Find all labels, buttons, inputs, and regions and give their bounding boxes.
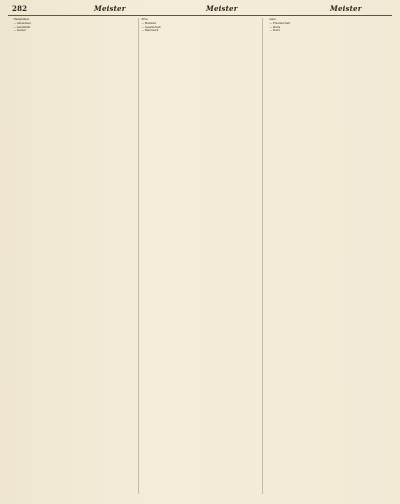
paragraph: — Gesellschaft (141, 25, 161, 29)
paragraph: — Albendlied (13, 21, 31, 25)
running-head-middle: Meister (206, 4, 238, 13)
header-rule (8, 15, 392, 16)
running-head-right: Meister (330, 4, 362, 13)
text-columns (12, 18, 390, 498)
paragraph: — Handwerk (141, 29, 159, 33)
paragraph: — Stuhl (269, 29, 280, 33)
paragraph: — Seiden (13, 29, 26, 33)
column-left (12, 18, 134, 498)
paragraph: — Pfeife (269, 25, 281, 29)
paragraph: kann (269, 18, 276, 21)
paragraph: — Mahlzeit (141, 21, 157, 25)
column-middle (140, 18, 262, 498)
page-header (8, 3, 392, 15)
paragraph: — Aufenthalt (13, 25, 31, 29)
page-number: 282 (12, 4, 28, 13)
paragraph: Heilighaltes (13, 18, 30, 21)
column-right (268, 18, 390, 498)
paragraph: — Freundschaft (269, 21, 291, 25)
running-head-left: Meister (94, 4, 126, 13)
paragraph: Erbe (141, 18, 148, 21)
